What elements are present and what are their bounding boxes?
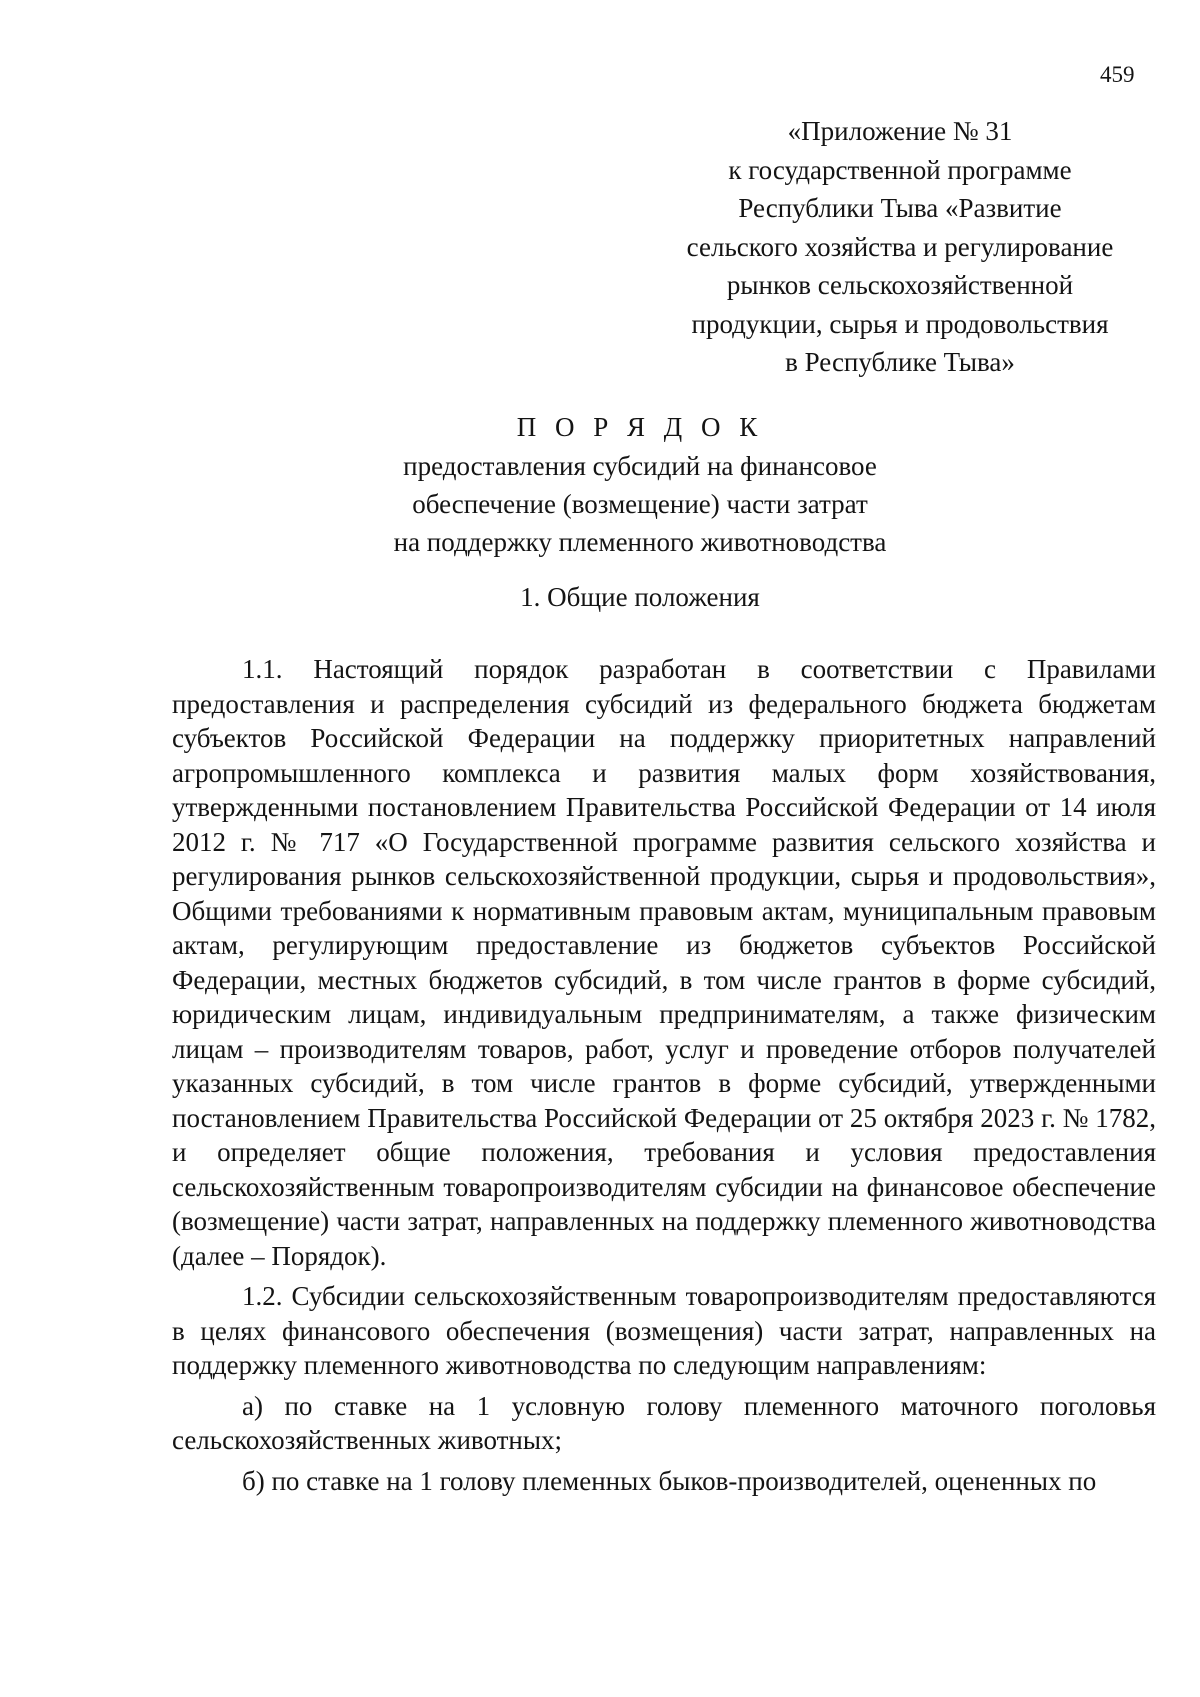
appendix-line: сельского хозяйства и регулирование xyxy=(686,231,1114,262)
body-text xyxy=(172,652,1156,1498)
section-heading: 1. Общие положения xyxy=(520,582,760,612)
page-number: 459 xyxy=(1100,62,1135,87)
document-title xyxy=(300,407,980,561)
paragraph-1-2: 1.2. Субсидии сельскохозяйственным товаропроизводителям предоставляются в целях финансового обеспечения (возмещения) части затрат, направленных на поддержку племенного животноводства по следующим направлениям: xyxy=(172,1281,1156,1380)
appendix-line: к государственной программе xyxy=(728,154,1072,185)
appendix-line: продукции, сырья и продовольствия xyxy=(691,308,1109,339)
paragraph-1-1: 1.1. Настоящий порядок разработан в соответствии с Правилами предоставления и распределения субсидий из федерального бюджета бюджетам субъектов Российской Федерации на поддержку приоритетных направлений агропромышленного комплекса и развития малых форм хозяйствования, утвержденными постановлением Правительства Российской Федерации от 14 июля 2012 г. № 717 «О Государственной программе развития сельского хозяйства и регулирования рынков сельскохозяйственной продукции, сырья и продовольствия», Общими требованиями к нормативным правовым актам, муниципальным правовым актам, регулирующим предоставление из бюджетов субъектов Российской Федерации, местных бюджетов субсидий, в том числе грантов в форме субсидий, юридическим лицам, индивидуальным предпринимателям, а также физическим лицам – производителям товаров, работ, услуг и проведение отборов получателей указанных субсидий, в том числе грантов в форме субсидий, утвержденными постановлением Правительства Российской Федерации от 25 октября 2023 г. № 1782, и определяет общие положения, требования и условия предоставления сельскохозяйственным товаропроизводителям субсидии на финансовое обеспечение (возмещение) части затрат, направленных на поддержку племенного животноводства (далее – Порядок). xyxy=(172,654,1156,1271)
paragraph-item-b: б) по ставке на 1 голову племенных быков-производителей, оцененных по xyxy=(242,1465,1097,1496)
appendix-reference xyxy=(680,112,1120,382)
title-line: обеспечение (возмещение) части затрат xyxy=(412,489,868,519)
title-word: П О Р Я Д О К xyxy=(516,412,764,442)
paragraph-item-a: а) по ставке на 1 условную голову племенного маточного поголовья сельскохозяйственных животных; xyxy=(172,1390,1156,1455)
appendix-line: Республики Тыва «Развитие xyxy=(738,193,1062,223)
appendix-line: «Приложение № 31 xyxy=(787,116,1013,146)
title-line: предоставления субсидий на финансовое xyxy=(403,451,877,481)
title-line: на поддержку племенного животноводства xyxy=(393,527,887,557)
appendix-line: рынков сельскохозяйственной xyxy=(726,270,1074,300)
appendix-line: в Республике Тыва» xyxy=(785,347,1015,377)
